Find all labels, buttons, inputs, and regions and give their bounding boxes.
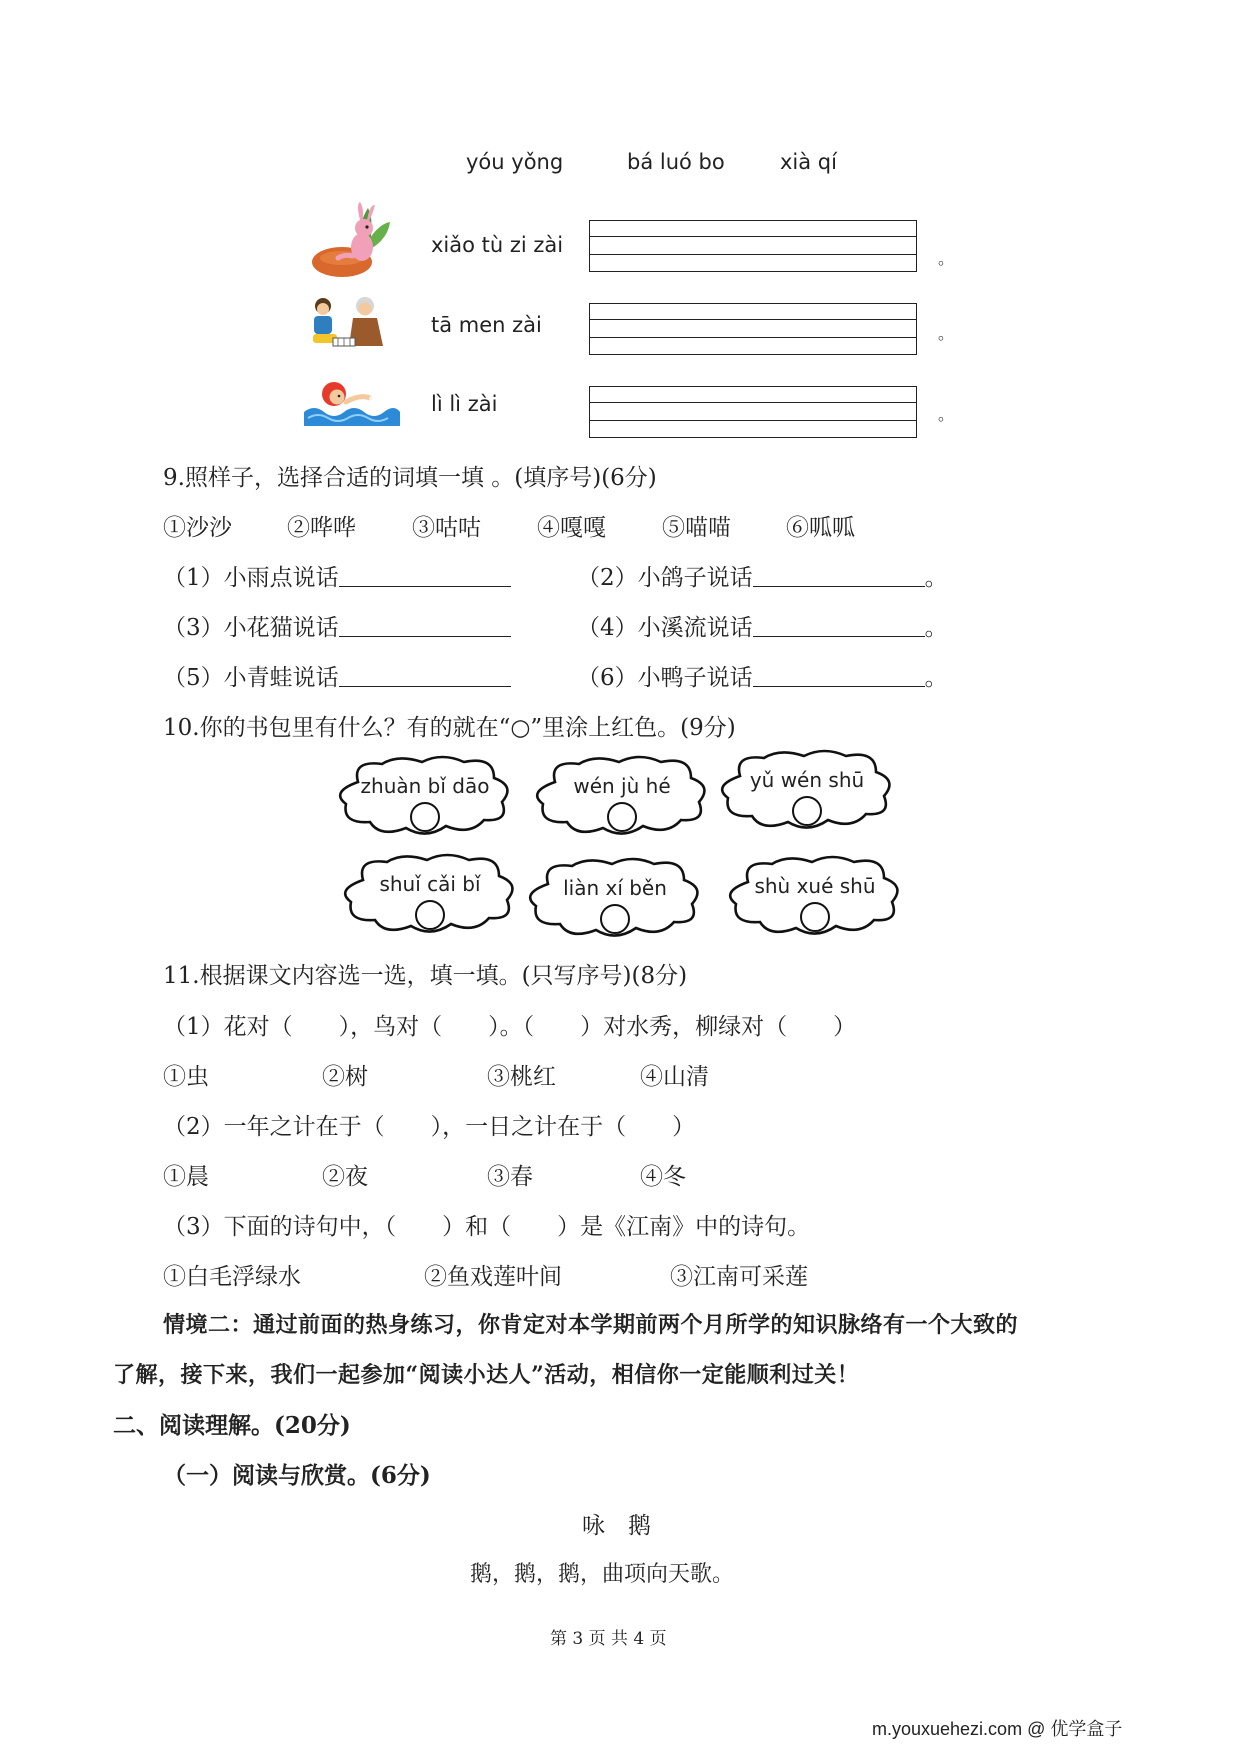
q9-item-3 [163, 609, 511, 642]
cloud-item-1 [330, 752, 520, 844]
q11-p2-option-3: ③春 [487, 1164, 533, 1190]
cloud-item-5-label: liàn xí běn [563, 876, 667, 900]
q11-p1-option-4: ④山清 [640, 1064, 709, 1090]
cloud-item-6-label: shù xué shū [754, 874, 876, 898]
cloud-item-2 [527, 752, 717, 844]
q9-item-5-label: （5）小青蛙说话 [163, 665, 339, 691]
q9-option-5: ⑤喵喵 [662, 515, 731, 541]
q9-option-3: ③咕咕 [412, 515, 481, 541]
q11-title: 11.根据课文内容选一选，填一填。(只写序号)(8分) [163, 963, 688, 989]
cloud-shape [720, 852, 910, 944]
answer-blank[interactable] [339, 612, 511, 637]
q11-p3-option-3: ③江南可采莲 [670, 1264, 808, 1290]
poem-line-1: 鹅，鹅，鹅，曲项向天歌。 [470, 1562, 735, 1587]
cloud-item-3 [712, 746, 902, 838]
q9-item-4-label: （4）小溪流说话 [577, 615, 753, 641]
grandpa-child-chess-picture [305, 292, 397, 356]
cloud-shape [712, 746, 902, 838]
scenario-line-1: 情境二：通过前面的热身练习，你肯定对本学期前两个月所学的知识脉络有一个大致的 [163, 1312, 1019, 1338]
cloud-shape [527, 752, 717, 844]
q9-item-3-label: （3）小花猫说话 [163, 615, 339, 641]
cloud-shape [520, 854, 710, 946]
answer-blank[interactable] [339, 662, 511, 687]
q11-p1-option-2: ②树 [322, 1064, 368, 1090]
row2-pinyin: tā men zài [431, 313, 542, 337]
q9-title: 9.照样子，选择合适的词填一填 。(填序号)(6分) [163, 465, 657, 491]
q9-option-4: ④嘎嘎 [537, 515, 606, 541]
row3-end: 。 [938, 405, 955, 424]
q11-p2-option-4: ④冬 [640, 1164, 686, 1190]
q9-item-4 [577, 609, 948, 642]
row3-pinyin: lì lì zài [431, 392, 498, 416]
section-subheading: （一）阅读与欣赏。(6分) [163, 1462, 431, 1489]
q11-p3-option-1: ①白毛浮绿水 [163, 1264, 301, 1290]
q9-option-2: ②哗哗 [287, 515, 356, 541]
q10-title: 10.你的书包里有什么？有的就在“○”里涂上红色。(9分) [163, 715, 736, 741]
page-number: 第 3 页 共 4 页 [550, 1629, 667, 1649]
q9-option-1: ①沙沙 [163, 515, 232, 541]
row2-end: 。 [938, 324, 955, 343]
answer-blank[interactable] [753, 612, 925, 637]
row1-pinyin: xiǎo tù zi zài [431, 233, 564, 257]
q9-item-2-label: （2）小鸽子说话 [577, 565, 753, 591]
q11-part2: （2）一年之计在于（ ），一日之计在于（ ） [163, 1114, 696, 1140]
word-option-3: xià qí [780, 150, 837, 174]
q9-item-1-label: （1）小雨点说话 [163, 565, 339, 591]
q11-p2-option-1: ①晨 [163, 1164, 209, 1190]
cloud-item-5 [520, 854, 710, 946]
write-box-3[interactable] [589, 386, 917, 438]
answer-blank[interactable] [753, 662, 925, 687]
answer-blank[interactable] [339, 562, 511, 587]
q11-p3-option-2: ②鱼戏莲叶间 [424, 1264, 562, 1290]
rabbit-pulling-radish-picture [308, 200, 398, 282]
word-option-1: yóu yǒng [466, 150, 564, 174]
q11-part1: （1）花对（ ），鸟对（ ）。（ ）对水秀，柳绿对（ ） [163, 1014, 857, 1040]
q11-p1-option-1: ①虫 [163, 1064, 209, 1090]
q9-item-1 [163, 559, 511, 592]
child-swimming-picture [302, 372, 400, 428]
q11-p1-option-3: ③桃红 [487, 1064, 556, 1090]
word-option-2: bá luó bo [627, 150, 725, 174]
q9-item-6-label: （6）小鸭子说话 [577, 665, 753, 691]
q9-item-2-end: 。 [924, 565, 948, 591]
poem-title: 咏 鹅 [582, 1513, 651, 1539]
cloud-item-6 [720, 852, 910, 944]
site-watermark[interactable]: m.youxuehezi.com @ 优学盒子 [872, 1719, 1123, 1739]
answer-blank[interactable] [753, 562, 925, 587]
q9-item-6-end: 。 [924, 665, 948, 691]
q9-option-6: ⑥呱呱 [786, 515, 855, 541]
cloud-item-4-label: shuǐ cǎi bǐ [379, 872, 481, 896]
scenario-line-2: 了解，接下来，我们一起参加“阅读小达人”活动，相信你一定能顺利过关！ [113, 1362, 860, 1388]
section-heading: 二、阅读理解。(20分) [113, 1412, 351, 1439]
q9-item-2 [577, 559, 948, 592]
cloud-item-4 [335, 850, 525, 942]
write-box-2[interactable] [589, 303, 917, 355]
cloud-item-2-label: wén jù hé [573, 774, 671, 798]
q11-p2-option-2: ②夜 [322, 1164, 368, 1190]
cloud-item-1-label: zhuàn bǐ dāo [360, 774, 490, 798]
cloud-item-3-label: yǔ wén shū [749, 768, 865, 792]
cloud-shape [335, 850, 525, 942]
write-box-1[interactable] [589, 220, 917, 272]
cloud-shape [330, 752, 520, 844]
q9-item-5 [163, 659, 511, 692]
row1-end: 。 [938, 249, 955, 268]
q11-part3: （3）下面的诗句中，（ ）和（ ）是《江南》中的诗句。 [163, 1214, 811, 1240]
q9-item-4-end: 。 [924, 615, 948, 641]
q9-item-6 [577, 659, 948, 692]
